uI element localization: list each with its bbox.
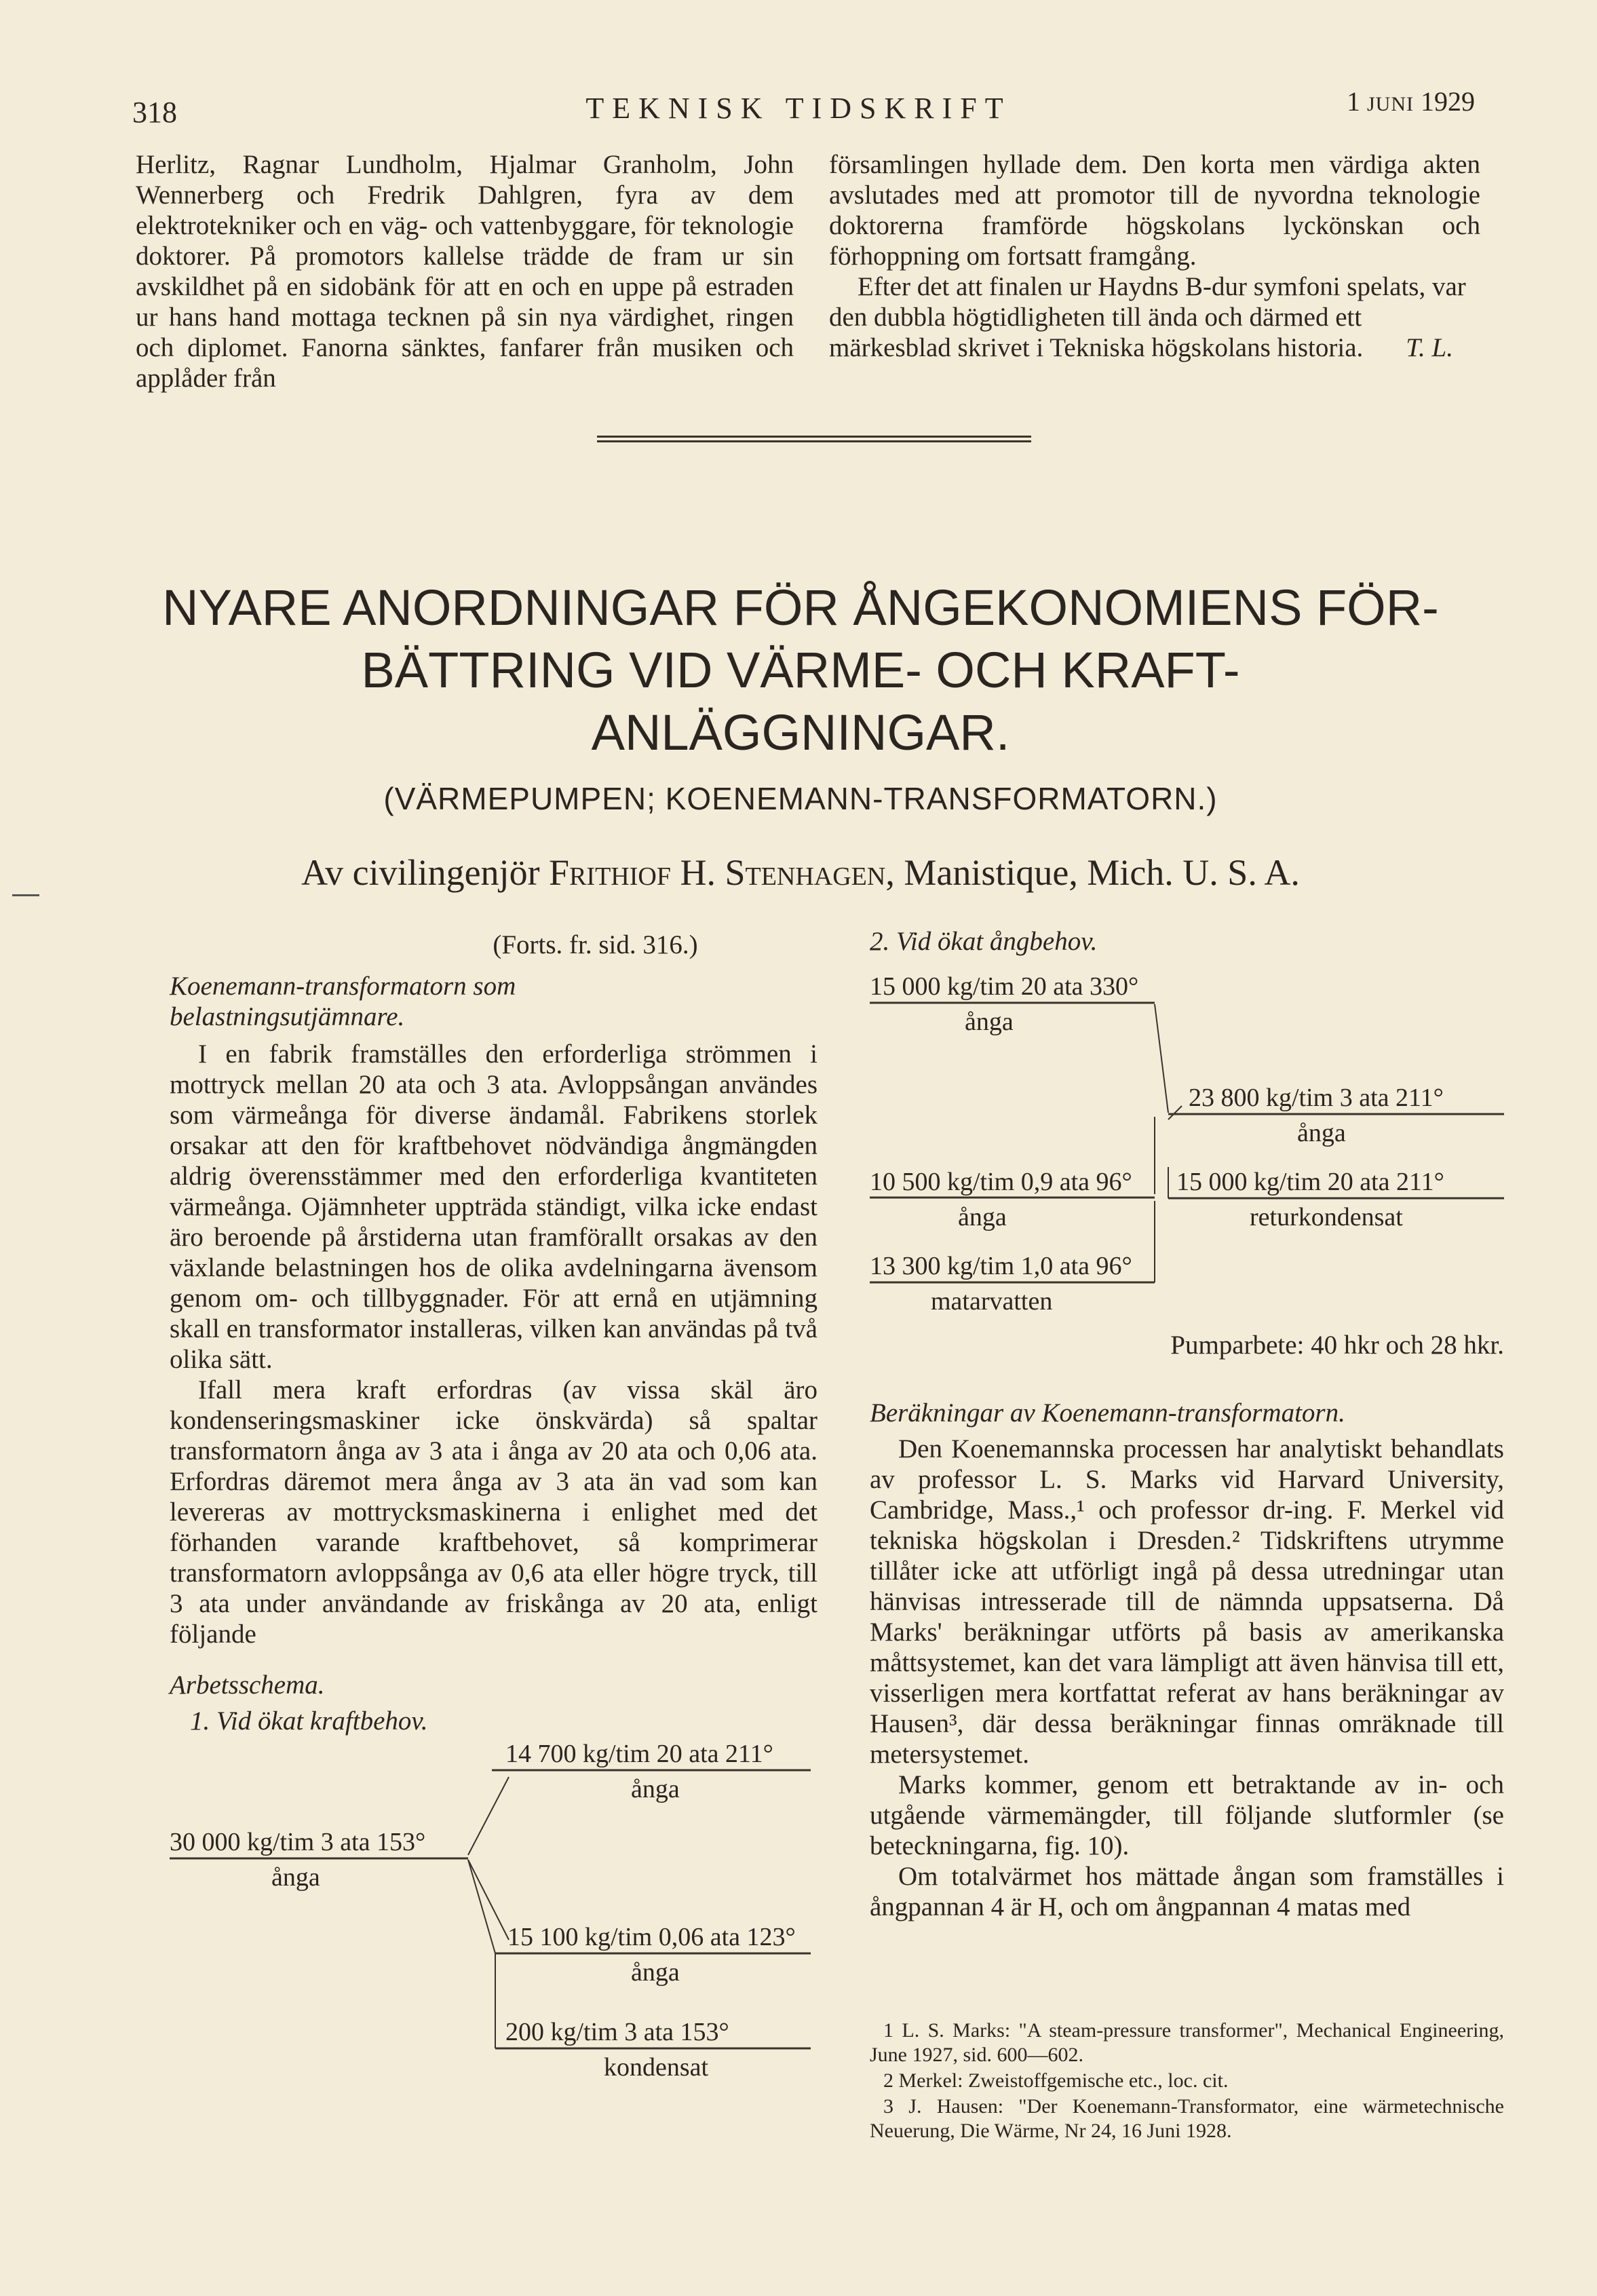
article-title: NYARE ANORDNINGAR FÖR ÅNGEKONOMIENS FÖR- BÄTTRING VID VÄRME- OCH KRAFT- ANLÄGGNINGAR. xyxy=(162,579,1439,761)
schema-2-out1-sub: ånga xyxy=(1297,1119,1346,1147)
case2-heading: 2. Vid ökat ångbehov. xyxy=(870,927,1098,956)
schema-1-out2-sub: ånga xyxy=(631,1958,680,1987)
schema-2-in1-sub: ånga xyxy=(965,1008,1014,1036)
prev-article-left xyxy=(136,149,794,394)
byline: Av civilingenjör Frithiof H. Stenhagen, Manistique, Mich. U. S. A. xyxy=(301,852,1300,893)
schema-2-in2: 10 500 kg/tim 0,9 ata 96° xyxy=(870,1168,1132,1196)
schema-2-in3: 13 300 kg/tim 1,0 ata 96° xyxy=(870,1252,1132,1280)
right-column xyxy=(870,926,1504,1922)
section-divider xyxy=(597,436,1031,442)
schema-2-in3-sub: matarvatten xyxy=(931,1287,1053,1316)
schema-2-out1: 23 800 kg/tim 3 ata 211° xyxy=(1189,1084,1444,1112)
article-subtitle: (VÄRMEPUMPEN; KOENEMANN-TRANSFORMATORN.) xyxy=(383,781,1218,816)
paragraph: Marks kommer, genom ett betraktande av in- och utgående värmemängder, till följande slutformler (se beteckningarna, fig. 10). xyxy=(870,1770,1504,1860)
prev-article-text-3: Efter det att finalen ur Haydns B-dur symfoni spelats, var den dubbla högtidligheten till ända och därmed ett märkesblad skrivet i Tekniska högskolans historia. T. L. xyxy=(829,272,1466,362)
schema-2-in2-sub: ånga xyxy=(958,1203,1007,1231)
signature: T. L. xyxy=(1406,333,1453,362)
case1-heading: 1. Vid ökat kraftbehov. xyxy=(190,1706,428,1736)
margin-mark xyxy=(12,894,39,896)
issue-date: 1 JUNI 1929 xyxy=(1347,86,1475,117)
footnotes xyxy=(870,2018,1504,2145)
schema-2-out2-sub: returkondensat xyxy=(1250,1203,1403,1231)
paragraph: Ifall mera kraft erfordras (av vissa skäl äro kondenseringsmaskiner icke önskvärda) så spaltar transformatorn ånga av 3 ata i ånga av 20 ata och 0,06 ata. Erfordras däremot mera ånga av 3 ata än vad som kan levereras av mottrycksmaskinerna i enlighet med det förhanden varande kraftbehovet, så komprimerar transformatorn avloppsånga av 0,6 ata eller högre tryck, till 3 ata under användande av friskånga av 20 ata, enligt följande xyxy=(170,1375,817,1649)
footnote: 2 Merkel: Zweistoffgemische etc., loc. cit. xyxy=(883,2069,1229,2092)
left-column xyxy=(170,930,817,2116)
schema-1-out3-sub: kondensat xyxy=(604,2053,709,2082)
schema-case-2 xyxy=(870,963,1504,1316)
journal-title: TEKNISK TIDSKRIFT xyxy=(585,92,1012,125)
prev-article-text-2: församlingen hyllade dem. Den korta men värdiga akten avslutades med att promotor till de nyvordna teknologie doktorerna framförde högskolans lyckönskan och förhoppning om fortsatt framgång. xyxy=(829,150,1480,271)
schema-1-out2: 15 100 kg/tim 0,06 ata 123° xyxy=(507,1923,796,1951)
paragraph: Om totalvärmet hos mättade ångan som framställes i ångpannan 4 är H, och om ångpannan 4 matas med xyxy=(870,1862,1504,1921)
schema-case-1 xyxy=(170,1736,817,2116)
footnote: 1 L. S. Marks: "A steam-pressure transformer", Mechanical Engineering, June 1927, sid. 600—602. xyxy=(870,2019,1504,2066)
paragraph: Den Koenemannska processen har analytiskt behandlats av professor L. S. Marks vid Harvard University, Cambridge, Mass.,¹ och professor dr-ing. F. Merkel vid tekniska högskolan i Dresden.² Tidskriftens utrymme tillåter icke att utförligt ingå på dessa utredningar utan hänvisas intresserade till de nämnda uppsatserna. Då Marks' beräkningar utförts på basis av amerikanska måttsystemet, kan det vara lämpligt att även hänvisa till ett, visserligen mera kortfattat referat av hans beräkningar av Hausen³, där dessa beräkningar finnas omräknade till metersystemet. xyxy=(870,1434,1504,1769)
prev-article-right xyxy=(829,149,1480,363)
calc-heading: Beräkningar av Koenemann-transformatorn. xyxy=(870,1398,1345,1428)
paragraph: I en fabrik framställes den erforderliga strömmen i mottryck mellan 20 ata och 3 ata. Avloppsångan användes som värmeånga för diverse ändamål. Fabrikens storlek orsakar att den för kraftbehovet nödvändiga ångmängden aldrig överensstämmer med den erforderliga kvantiteten värmeånga. Ojämnheter uppträda ständigt, vilka icke endast äro beroende på årstiderna utan framförallt orsakas av den växlande belastningen hos de olika avdelningarna ävensom genom om- och tillbyggnader. För att ernå en utjämning skall en transformator installeras, vilken kan användas på två olika sätt. xyxy=(170,1039,817,1374)
pump-work: Pumparbete: 40 hkr och 28 hkr. xyxy=(1170,1331,1504,1360)
schema-heading: Arbetsschema. xyxy=(170,1670,325,1700)
schema-2-in1: 15 000 kg/tim 20 ata 330° xyxy=(870,972,1139,1001)
page-header xyxy=(0,81,1597,136)
schema-1-out1-sub: ånga xyxy=(631,1775,680,1803)
schema-1-in: 30 000 kg/tim 3 ata 153° xyxy=(170,1828,426,1856)
schema-2-out2: 15 000 kg/tim 20 ata 211° xyxy=(1176,1168,1444,1196)
continued-note: (Forts. fr. sid. 316.) xyxy=(493,930,698,959)
prev-article-text: Herlitz, Ragnar Lundholm, Hjalmar Granholm, John Wennerberg och Fredrik Dahlgren, fyra av dem elektrotekniker och en väg- och vattenbyggare, för teknologie doktorer. På promotors kallelse trädde de fram ur sin avskildhet på en sidobänk för att en och en uppe på estraden ur hans hand mottaga tecknen på sin nya värdighet, ringen och diplomet. Fanorna sänktes, fanfarer från musiken och applåder från xyxy=(136,150,794,393)
page-number: 318 xyxy=(132,96,177,129)
schema-1-out1: 14 700 kg/tim 20 ata 211° xyxy=(505,1740,773,1768)
section-heading: Koenemann-transformatorn som belastningsutjämnare. xyxy=(170,972,516,1031)
schema-1-out3: 200 kg/tim 3 ata 153° xyxy=(505,2018,729,2046)
footnote: 3 J. Hausen: "Der Koenemann-Transformator, eine wärmetechnische Neuerung, Die Wärme, Nr 24, 16 Juni 1928. xyxy=(870,2095,1504,2142)
schema-1-in-sub: ånga xyxy=(271,1863,320,1892)
